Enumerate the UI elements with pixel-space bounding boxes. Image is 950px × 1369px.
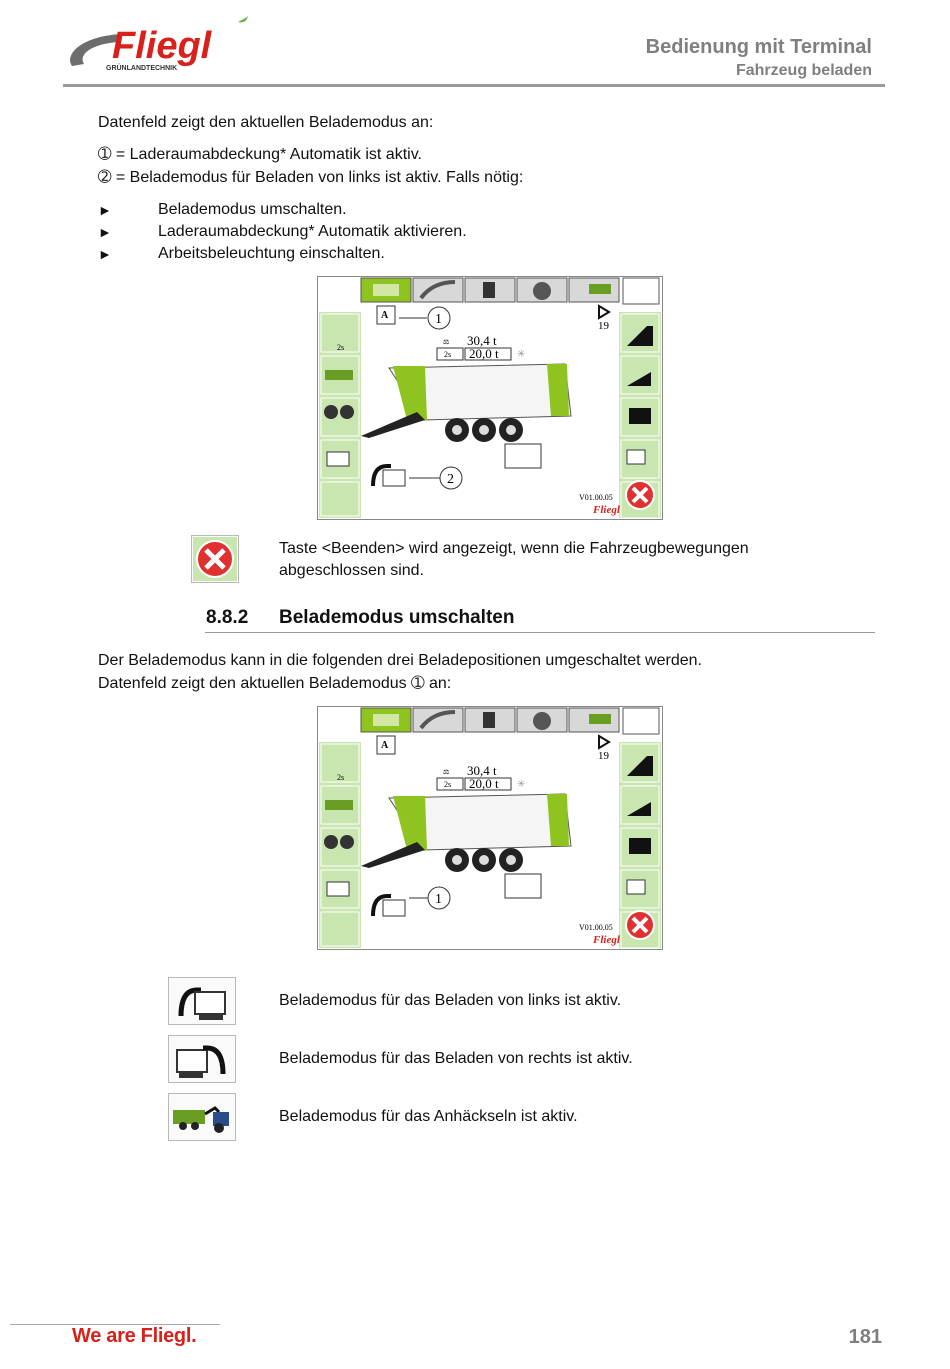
- section-line-2: Datenfeld zeigt den aktuellen Belademodus ➀ an:: [98, 675, 452, 692]
- weight-total: 30,4 t: [467, 763, 497, 778]
- bullet-marker: ►: [98, 202, 112, 218]
- svg-text:2s: 2s: [337, 773, 345, 782]
- version: V01.00.05: [579, 923, 613, 932]
- intro-line: Datenfeld zeigt den aktuellen Belademodus an:: [98, 114, 434, 131]
- footer-slogan: We are Fliegl.: [72, 1325, 197, 1347]
- svg-text:GRÜNLANDTECHNIK: GRÜNLANDTECHNIK: [106, 65, 178, 72]
- svg-text:1: 1: [435, 312, 442, 327]
- svg-text:Fliegl: Fliegl: [112, 25, 212, 67]
- terminal-brand: Fliegl: [593, 934, 620, 946]
- chopper-hitch-icon: [169, 1094, 235, 1140]
- mode-icon-box: [168, 1093, 236, 1141]
- softkey-drawbar-down[interactable]: [621, 786, 659, 824]
- tab-slope[interactable]: [413, 278, 463, 302]
- counter: 19: [598, 750, 609, 762]
- intro-item-1: ➀ = Laderaumabdeckung* Automatik ist aktiv.: [98, 146, 422, 163]
- mode-text-right: Belademodus für das Beladen von rechts ist aktiv.: [279, 1050, 633, 1067]
- bullet-text: Arbeitsbeleuchtung einschalten.: [158, 245, 385, 262]
- svg-text:2s: 2s: [444, 350, 452, 359]
- list-item: [98, 221, 467, 243]
- tab-bar: [361, 708, 659, 734]
- weight-setpoint: 20,0 t: [469, 776, 499, 791]
- end-key-icon-box: [191, 535, 239, 583]
- load-right-icon: [169, 1036, 235, 1082]
- terminal-screenshot-2: [317, 706, 663, 955]
- bullet-text: Laderaumabdeckung* Automatik aktivieren.: [158, 223, 467, 240]
- section-title: Belademodus umschalten: [279, 607, 515, 628]
- tab-user[interactable]: [623, 708, 659, 734]
- svg-text:1: 1: [435, 892, 442, 907]
- intro-item-2: ➁ = Belademodus für Beladen von links ist aktiv. Falls nötig:: [98, 169, 524, 186]
- counter: 19: [598, 320, 609, 332]
- section-line-1: Der Belademodus kann in die folgenden drei Beladepositionen umgeschaltet werden.: [98, 652, 702, 669]
- tab-user[interactable]: [623, 278, 659, 304]
- section-divider: [205, 632, 875, 633]
- right-softkeys: [619, 742, 661, 948]
- version: V01.00.05: [579, 493, 613, 502]
- right-softkeys: [619, 312, 661, 518]
- bullet-text: Belademodus umschalten.: [158, 201, 347, 218]
- axle-lock-icon: [505, 874, 541, 898]
- page-number: 181: [848, 1326, 882, 1348]
- softkey-drawbar-down[interactable]: [621, 356, 659, 394]
- bullet-marker: ►: [98, 224, 112, 240]
- left-softkeys: [319, 312, 361, 518]
- svg-text:2s: 2s: [444, 780, 452, 789]
- weight-setpoint: 20,0 t: [469, 346, 499, 361]
- header-subtitle: Fahrzeug beladen: [735, 62, 872, 79]
- end-key-text-2: abgeschlossen sind.: [279, 562, 424, 579]
- tab-bar: [361, 278, 659, 304]
- section-number: 8.8.2: [206, 607, 249, 628]
- tab-slope[interactable]: [413, 708, 463, 732]
- brand-logo: [62, 14, 252, 76]
- mode-text-left: Belademodus für das Beladen von links ist aktiv.: [279, 992, 622, 1009]
- load-left-icon: [169, 978, 235, 1024]
- svg-text:A: A: [381, 310, 389, 321]
- svg-text:✳: ✳: [517, 349, 526, 360]
- terminal-screenshot-1: [317, 276, 663, 525]
- svg-text:A: A: [381, 740, 389, 751]
- mode-icon-box: [168, 1035, 236, 1083]
- list-item: [98, 243, 385, 265]
- svg-text:⚖: ⚖: [443, 768, 450, 776]
- left-softkeys: [319, 742, 361, 948]
- end-key-text-1: Taste <Beenden> wird angezeigt, wenn die Fahrzeugbewegungen: [279, 540, 749, 557]
- list-item: [98, 199, 347, 221]
- header-title: Bedienung mit Terminal: [645, 36, 872, 58]
- weight-total: 30,4 t: [467, 333, 497, 348]
- mode-icon-box: [168, 977, 236, 1025]
- stop-icon: [192, 536, 238, 582]
- fliegl-logo-icon: [62, 14, 252, 76]
- svg-text:⚖: ⚖: [443, 338, 450, 346]
- terminal-brand: Fliegl: [593, 504, 620, 516]
- header-divider: [63, 84, 885, 87]
- axle-lock-icon: [505, 444, 541, 468]
- svg-text:2s: 2s: [337, 343, 345, 352]
- svg-text:✳: ✳: [517, 779, 526, 790]
- mode-text-chopper: Belademodus für das Anhäckseln ist aktiv.: [279, 1108, 578, 1125]
- svg-text:2: 2: [447, 472, 454, 487]
- bullet-list: [98, 199, 467, 265]
- bullet-marker: ►: [98, 246, 112, 262]
